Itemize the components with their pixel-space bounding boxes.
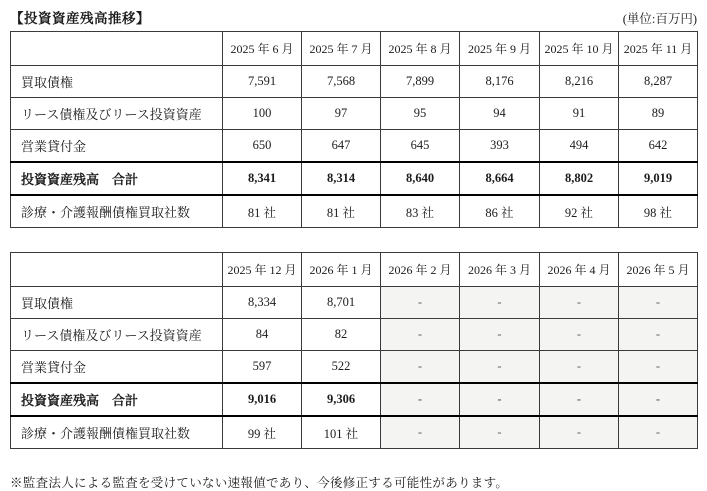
- value-cell: 9,016: [223, 383, 302, 416]
- value-cell: 645: [381, 130, 460, 163]
- value-cell: 83 社: [381, 195, 460, 228]
- value-cell: -: [540, 416, 619, 449]
- value-cell: 101 社: [302, 416, 381, 449]
- value-cell: -: [381, 287, 460, 319]
- value-cell: -: [381, 319, 460, 351]
- value-cell: 9,019: [619, 162, 698, 195]
- value-cell: 8,802: [540, 162, 619, 195]
- table-row: [11, 319, 698, 351]
- column-header: 2025 年 10 月: [540, 32, 619, 66]
- page-title: 【投資資産残高推移】: [10, 11, 150, 26]
- label-column-header: [11, 32, 223, 66]
- row-label: 診療・介護報酬債権買取社数: [11, 195, 223, 228]
- header-row: [11, 253, 698, 287]
- table-row-total: [11, 383, 698, 416]
- value-cell: -: [619, 319, 698, 351]
- value-cell: 642: [619, 130, 698, 163]
- row-label: 診療・介護報酬債権買取社数: [11, 416, 223, 449]
- column-header: 2025 年 12 月: [223, 253, 302, 287]
- header-row: [11, 32, 698, 66]
- value-cell: 94: [460, 98, 540, 130]
- column-header: 2025 年 9 月: [460, 32, 540, 66]
- value-cell: 100: [223, 98, 302, 130]
- table-row: [11, 130, 698, 163]
- value-cell: 8,640: [381, 162, 460, 195]
- value-cell: 8,701: [302, 287, 381, 319]
- column-header: 2026 年 2 月: [381, 253, 460, 287]
- table-row: [11, 66, 698, 98]
- value-cell: 81 社: [302, 195, 381, 228]
- value-cell: 9,306: [302, 383, 381, 416]
- value-cell: 522: [302, 351, 381, 384]
- column-header: 2025 年 7 月: [302, 32, 381, 66]
- value-cell: -: [381, 416, 460, 449]
- value-cell: -: [460, 416, 540, 449]
- table-row: [11, 98, 698, 130]
- value-cell: -: [619, 383, 698, 416]
- value-cell: -: [460, 319, 540, 351]
- value-cell: -: [460, 351, 540, 384]
- value-cell: -: [619, 351, 698, 384]
- value-cell: 8,176: [460, 66, 540, 98]
- row-label: リース債権及びリース投資資産: [11, 319, 223, 351]
- value-cell: -: [619, 416, 698, 449]
- balance-table-second-half: [10, 252, 698, 449]
- unit-label: (単位:百万円): [622, 12, 697, 26]
- value-cell: -: [540, 351, 619, 384]
- column-header: 2026 年 5 月: [619, 253, 698, 287]
- value-cell: -: [381, 351, 460, 384]
- value-cell: -: [460, 383, 540, 416]
- value-cell: -: [540, 319, 619, 351]
- column-header: 2026 年 3 月: [460, 253, 540, 287]
- value-cell: 8,341: [223, 162, 302, 195]
- value-cell: 8,334: [223, 287, 302, 319]
- value-cell: 97: [302, 98, 381, 130]
- document-header: [10, 7, 697, 27]
- column-header: 2025 年 11 月: [619, 32, 698, 66]
- value-cell: -: [540, 383, 619, 416]
- value-cell: 8,664: [460, 162, 540, 195]
- row-label: 買取債権: [11, 287, 223, 319]
- value-cell: 7,568: [302, 66, 381, 98]
- table-row: [11, 351, 698, 384]
- row-label: 営業貸付金: [11, 351, 223, 384]
- value-cell: 89: [619, 98, 698, 130]
- column-header: 2026 年 4 月: [540, 253, 619, 287]
- value-cell: 82: [302, 319, 381, 351]
- value-cell: 647: [302, 130, 381, 163]
- value-cell: 494: [540, 130, 619, 163]
- value-cell: 91: [540, 98, 619, 130]
- footnote: ※監査法人による監査を受けていない速報値であり、今後修正する可能性があります。: [10, 476, 509, 490]
- row-label: 営業貸付金: [11, 130, 223, 163]
- value-cell: -: [460, 287, 540, 319]
- value-cell: 99 社: [223, 416, 302, 449]
- value-cell: 7,899: [381, 66, 460, 98]
- label-column-header: [11, 253, 223, 287]
- value-cell: -: [540, 287, 619, 319]
- value-cell: 7,591: [223, 66, 302, 98]
- row-label: 買取債権: [11, 66, 223, 98]
- value-cell: 8,314: [302, 162, 381, 195]
- value-cell: -: [381, 383, 460, 416]
- row-label: リース債権及びリース投資資産: [11, 98, 223, 130]
- table-row-total: [11, 162, 698, 195]
- value-cell: 81 社: [223, 195, 302, 228]
- column-header: 2026 年 1 月: [302, 253, 381, 287]
- value-cell: 650: [223, 130, 302, 163]
- table-row: [11, 416, 698, 449]
- value-cell: -: [619, 287, 698, 319]
- row-label: 投資資産残高 合計: [11, 162, 223, 195]
- table-row: [11, 195, 698, 228]
- column-header: 2025 年 6 月: [223, 32, 302, 66]
- value-cell: 95: [381, 98, 460, 130]
- balance-table-first-half: [10, 31, 698, 228]
- value-cell: 8,287: [619, 66, 698, 98]
- value-cell: 86 社: [460, 195, 540, 228]
- value-cell: 8,216: [540, 66, 619, 98]
- column-header: 2025 年 8 月: [381, 32, 460, 66]
- value-cell: 98 社: [619, 195, 698, 228]
- value-cell: 92 社: [540, 195, 619, 228]
- value-cell: 597: [223, 351, 302, 384]
- value-cell: 393: [460, 130, 540, 163]
- row-label: 投資資産残高 合計: [11, 383, 223, 416]
- value-cell: 84: [223, 319, 302, 351]
- table-row: [11, 287, 698, 319]
